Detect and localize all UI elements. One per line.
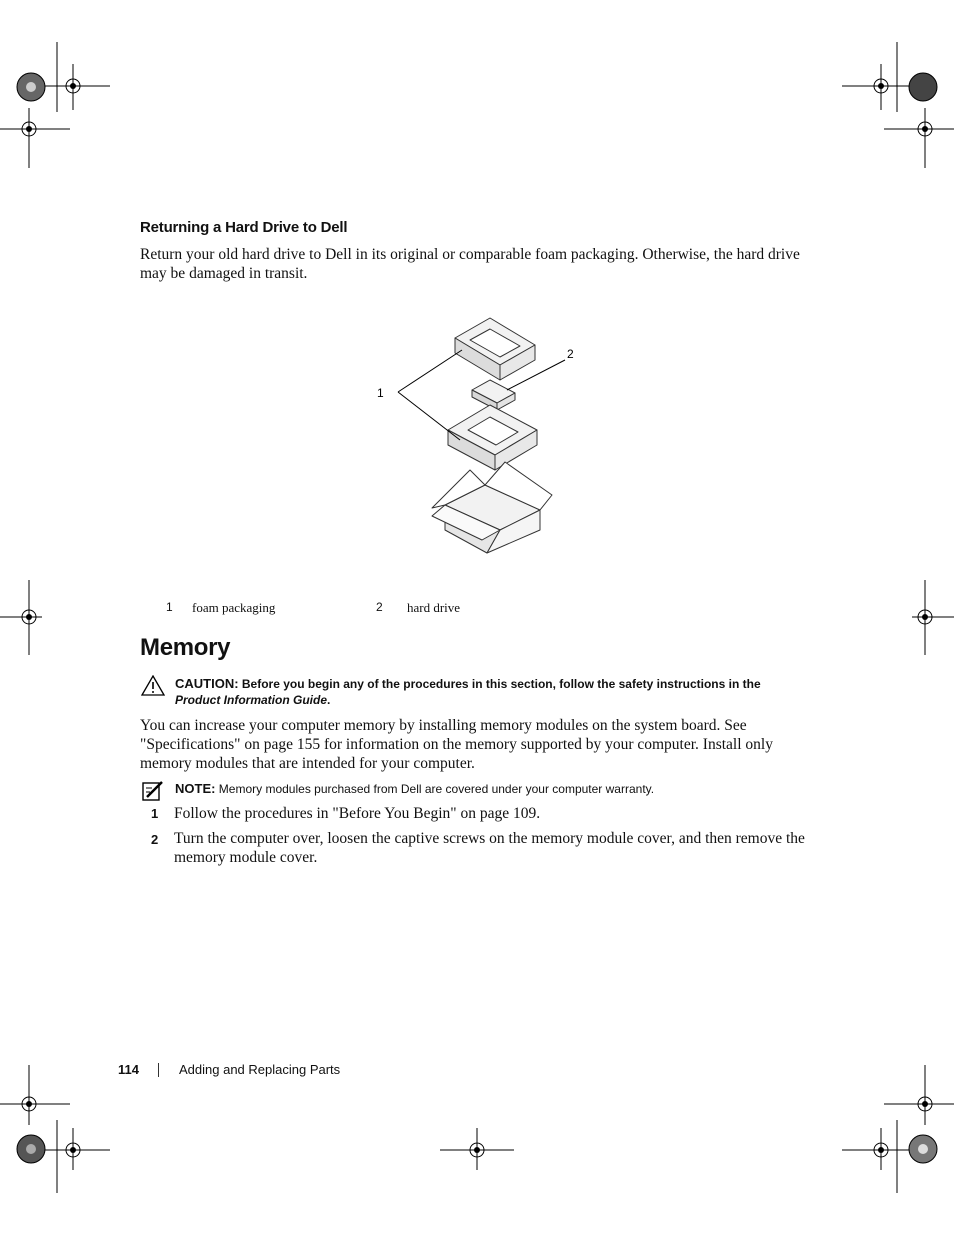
step-1-number: 1 [151, 806, 159, 821]
callout-2: 2 [567, 347, 574, 361]
note-icon [142, 780, 164, 802]
caption-2-number: 2 [376, 600, 383, 614]
step-2-text: Turn the computer over, loosen the captive screws on the memory module cover, and then remove the memory module cover. [174, 830, 805, 866]
footer-separator [158, 1063, 159, 1077]
step-2-number: 2 [151, 832, 159, 847]
section-paragraph: Return your old hard drive to Dell in its original or comparable foam packaging. Otherwise, the hard drive may be damaged in transit. [140, 246, 800, 282]
page-number: 114 [118, 1062, 139, 1077]
caution-end: . [327, 693, 331, 707]
note-block [175, 781, 654, 797]
packaging-illustration [360, 310, 590, 560]
footer-chapter: Adding and Replacing Parts [179, 1062, 341, 1077]
step-1-text: Follow the procedures in "Before You Begin" on page 109. [174, 805, 541, 822]
memory-heading: Memory [140, 634, 231, 661]
callout-1: 1 [377, 386, 384, 400]
caution-icon [141, 675, 165, 696]
caution-block [175, 676, 795, 708]
note-text: Memory modules purchased from Dell are covered under your computer warranty. [218, 782, 655, 796]
memory-paragraph: You can increase your computer memory by installing memory modules on the system board. See "Specifications" on page 155 for information on the memory supported by your computer. Install only memory modules that are intended for your computer. [140, 717, 773, 772]
note-label: NOTE: [175, 781, 216, 796]
caution-text: Before you begin any of the procedures in this section, follow the safety instructions in the [241, 677, 761, 691]
caption-1-number: 1 [166, 600, 173, 614]
section-heading: Returning a Hard Drive to Dell [140, 219, 348, 236]
caption-2-text: hard drive [407, 600, 461, 615]
caution-guide-title: Product Information Guide [175, 693, 327, 707]
caption-1-text: foam packaging [192, 600, 276, 615]
caution-label: CAUTION: [175, 676, 239, 691]
